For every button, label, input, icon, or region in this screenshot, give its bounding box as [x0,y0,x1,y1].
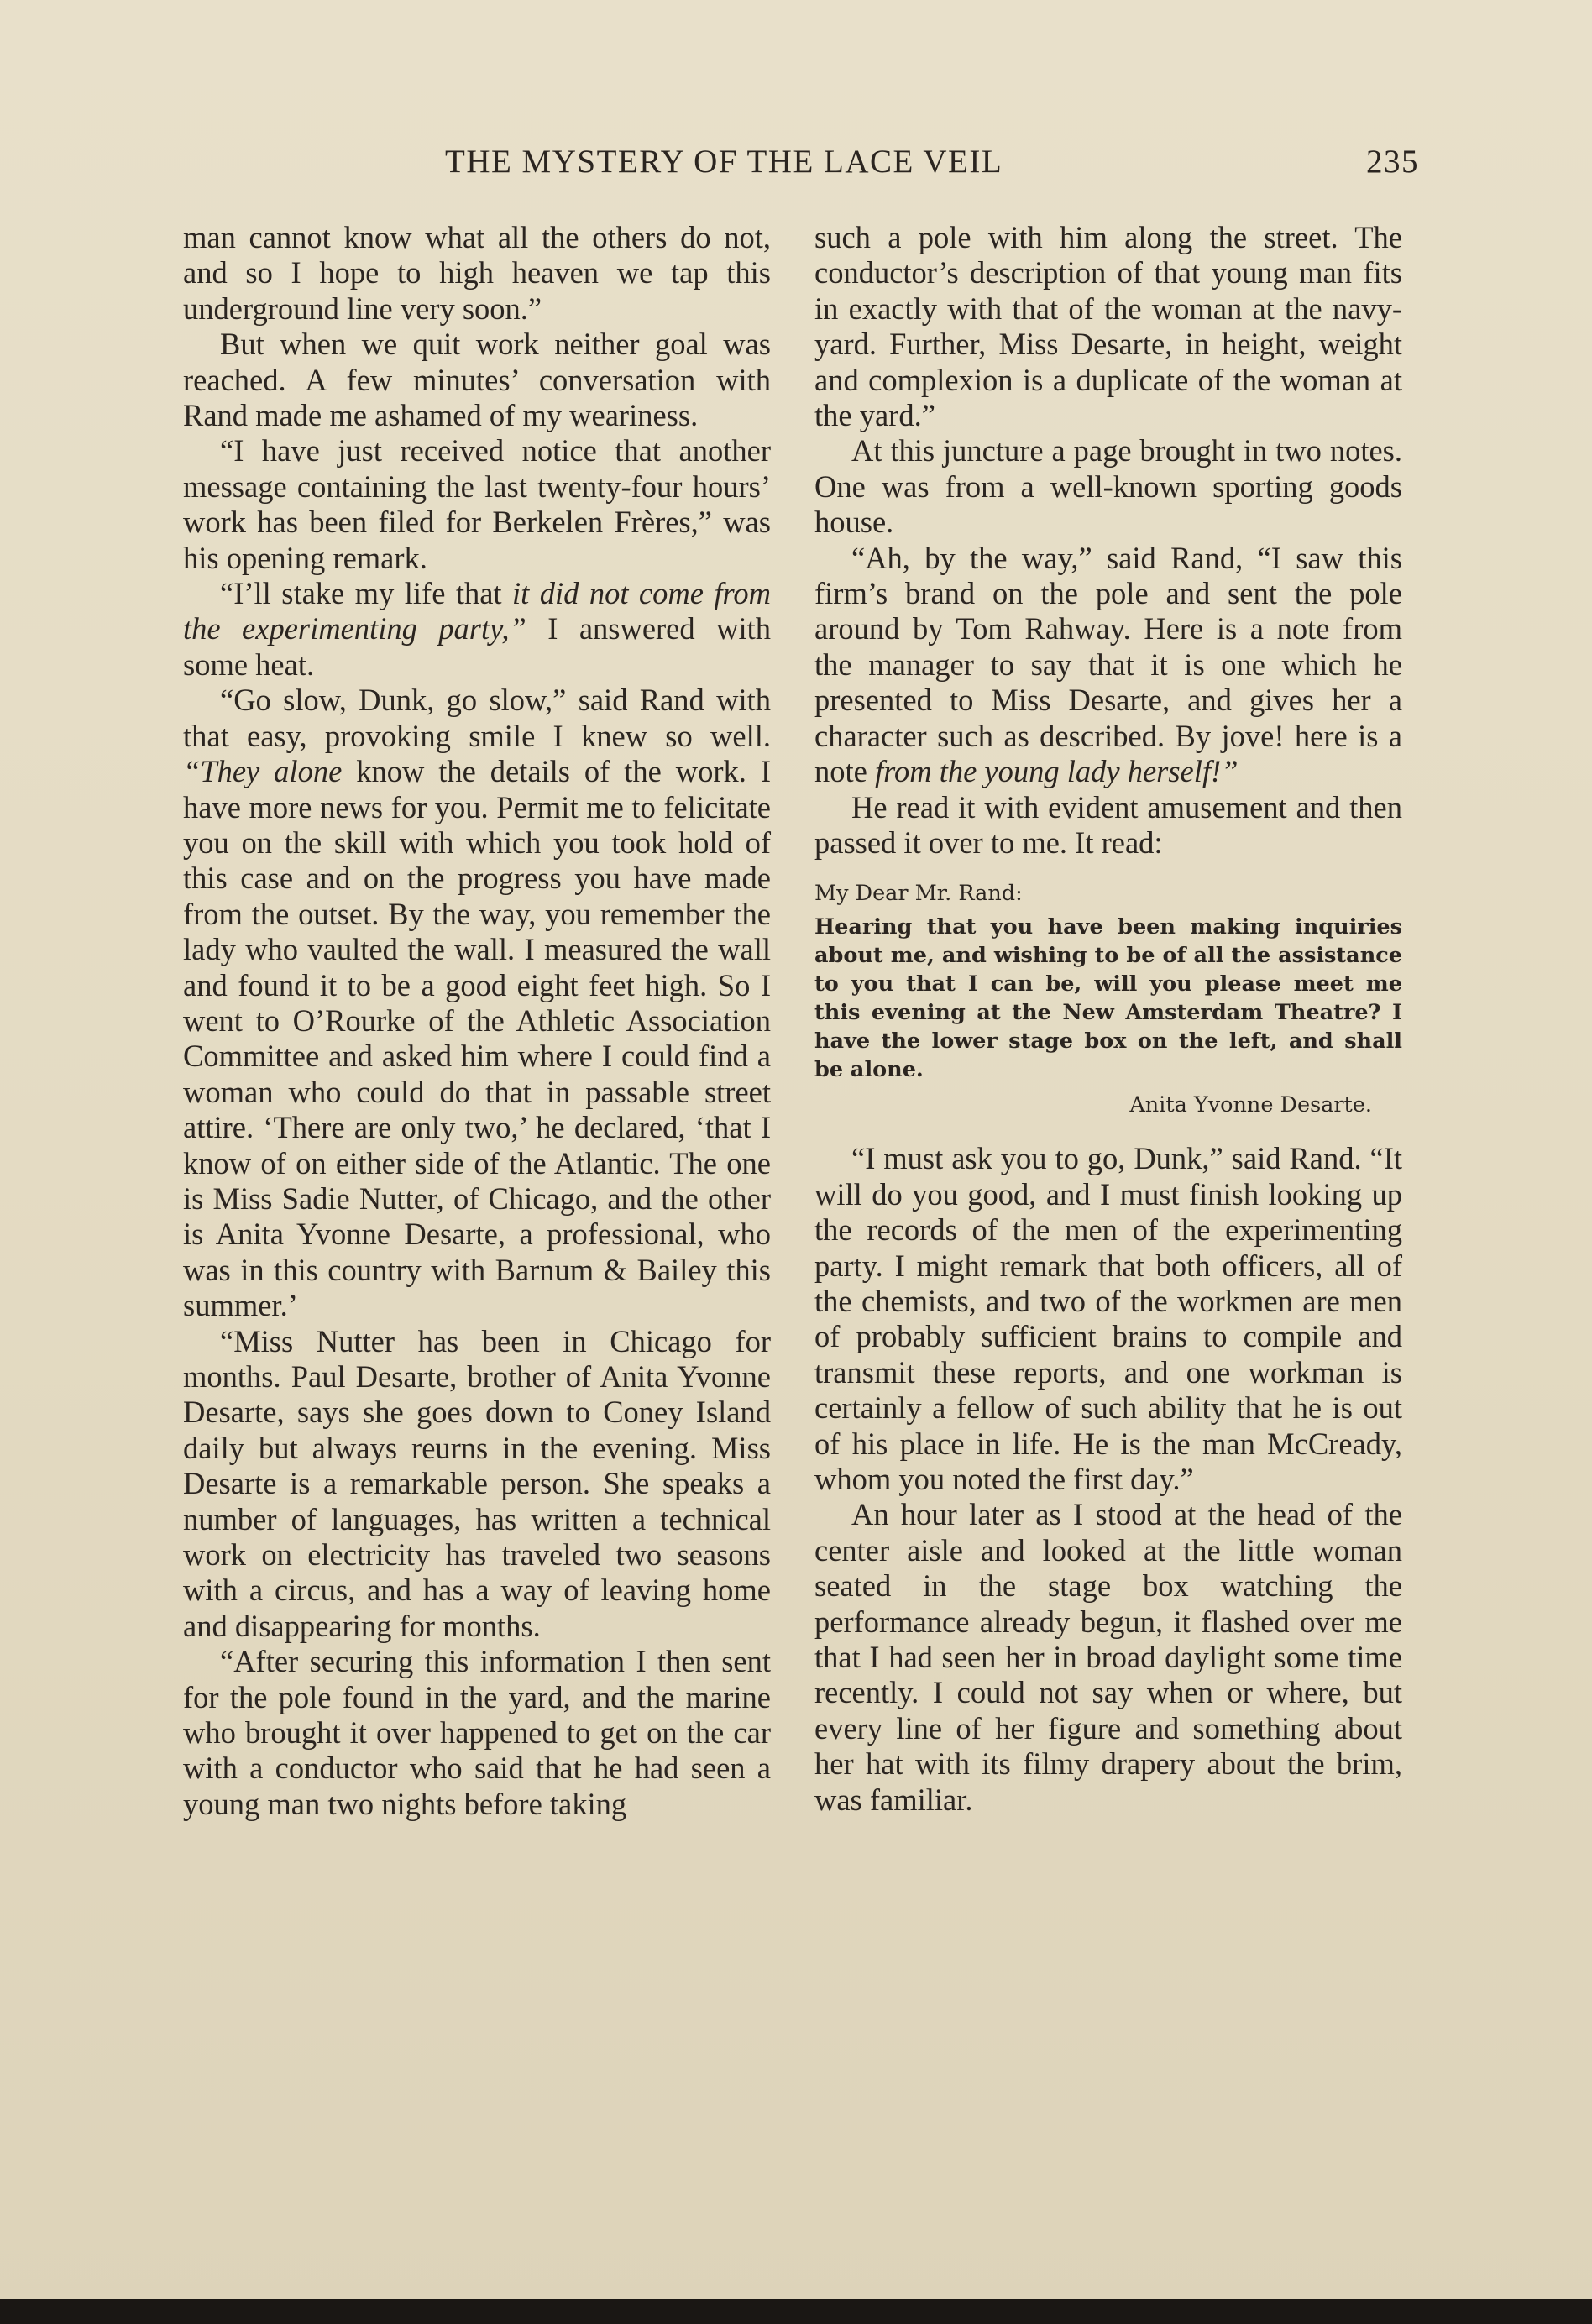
running-title: THE MYSTERY OF THE LACE VEIL [445,144,1003,180]
paragraph: But when we quit work neither goal was reached. A few minutes’ conversation with Rand made me ashamed of my weariness. [183,327,771,433]
paragraph: “After securing this information I then sent for the pole found in the yard, and the marine who brought it over happened to get on the car with a conductor who said that he had seen a young man two nights before taking [183,1644,771,1821]
text-span: know the details of the work. I have more news for you. Permit me to felicitate you on the skill with which you took hold of this case and on the progress you have made from the outset. By the way, you remember the lady who vaulted the wall. I measured the wall and found it to be a good eight feet high. So I went to O’Rourke of the Athletic Association Committee and asked him where I could find a woman who could do that in passable street attire. ‘There are only two,’ he declared, ‘that I know of on either side of the Atlantic. The one is Miss Sadie Nutter, of Chicago, and the other is Anita Yvonne Desarte, a professional, who was in this country with Barnum & Bailey this summer.’ [183,754,771,1323]
paragraph: An hour later as I stood at the head of the center aisle and looked at the little woman seated in the stage box watching the performance already begun, it flashed over me that I had seen her in broad daylight some time recently. I could not say when or where, but every line of her figure and something about her hat with its filmy drapery about the brim, was familiar. [814,1497,1402,1817]
italic-text: “They alone [183,754,343,789]
paragraph [814,541,1402,790]
scan-edge [0,2299,1592,2324]
letter-block [814,879,1402,1119]
paragraph: “Miss Nutter has been in Chicago for months. Paul Desarte, brother of Anita Yvonne Desarte, says she goes down to Coney Island daily but always reurns in the evening. Miss Desarte is a remarkable person. She speaks a number of languages, has written a technical work on electricity has traveled two seasons with a circus, and has a way of leaving home and disappearing for months. [183,1323,771,1643]
paragraph [183,576,771,683]
paragraph: such a pole with him along the street. The conductor’s description of that young man fits in exactly with that of the woman at the navy-yard. Further, Miss Desarte, in height, weight and complexion is a duplicate of the woman at the yard.” [814,220,1402,433]
right-column [814,220,1402,1818]
page-number: 235 [1366,144,1419,180]
text-span: “Ah, by the way,” said Rand, “I saw this firm’s brand on the pole and sent the pole around by Tom Rahway. Here is a note from the manager to say that it is one which he presented to Miss Desarte, and gives her a character such as described. By jove! here is a note [814,540,1402,789]
text-span: “I’ll stake my life that [220,576,513,611]
letter-signature: Anita Yvonne Desarte. [1129,1092,1372,1118]
running-head [445,143,1419,193]
italic-text: it did not come from the experimenting party,” [183,576,771,646]
text-span: I answered with some heat. [183,611,771,682]
letter-salutation: My Dear Mr. Rand: [814,881,1023,907]
paragraph [183,683,771,1323]
paragraph: He read it with evident amusement and then passed it over to me. It read: [814,789,1402,860]
text-span: “Go slow, Dunk, go slow,” said Rand with that easy, provoking smile I knew so well. [183,683,771,753]
paragraph: “I have just received notice that another message containing the last twenty-four hours’ work has been filed for Berkelen Frères,” was his opening remark. [183,433,771,575]
left-column [183,220,771,1822]
paragraph: At this juncture a page brought in two notes. One was from a well-known sporting goods house. [814,433,1402,540]
letter-body: Hearing that you have been making inquiries about me, and wishing to be of all the assistance to you that I can be, will you please meet me this evening at the New Amsterdam Theatre? I have the lower stage box on the left, and shall be alone. [814,914,1402,1083]
paragraph: “I must ask you to go, Dunk,” said Rand. “It will do you good, and I must finish looking up the records of the men of the experimenting party. I might remark that both officers, all of the chemists, and two of the workmen are men of probably sufficient brains to compile and transmit these reports, and one workman is certainly a fellow of such ability that he is out of his place in life. He is the man McCready, whom you noted the first day.” [814,1141,1402,1496]
italic-text: from the young lady herself!” [874,754,1239,789]
paragraph: man cannot know what all the others do not, and so I hope to high heaven we tap this underground line very soon.” [183,220,771,326]
